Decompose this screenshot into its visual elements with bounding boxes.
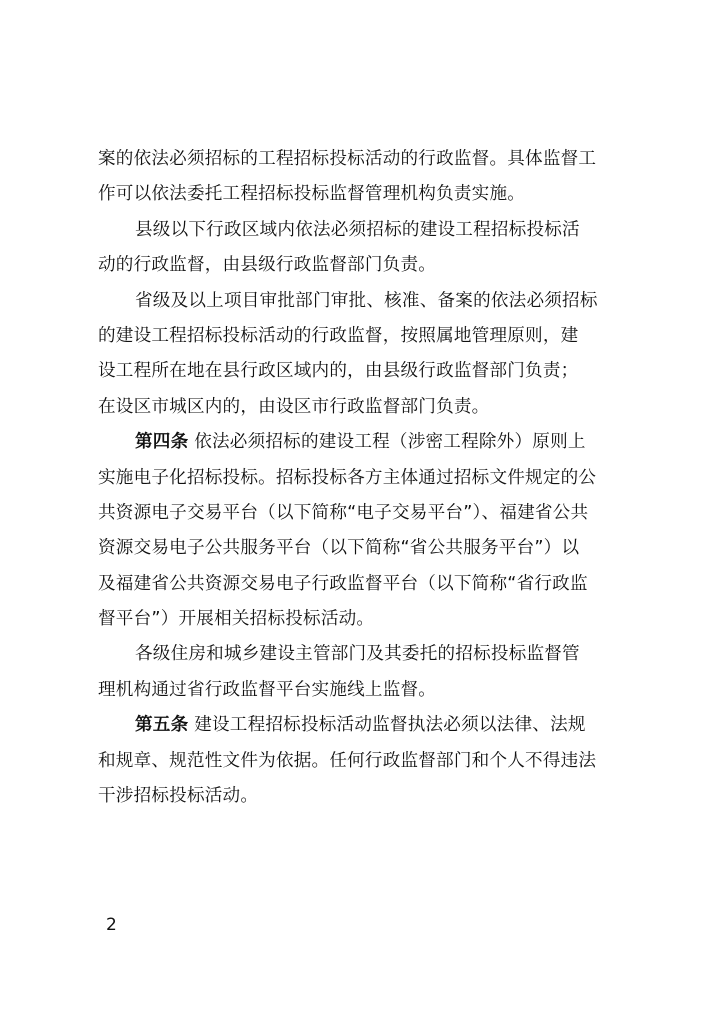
text-line: 理机构通过省行政监督平台实施线上监督。 <box>98 679 437 700</box>
text-line: 干涉招标投标活动。 <box>98 786 259 807</box>
text-line: 共资源电子交易平台（以下简称“电子交易平台”）、福建省公共 <box>98 502 589 523</box>
text-line: 省级及以上项目审批部门审批、核准、备案的依法必须招标 <box>135 290 598 311</box>
text-line: 督平台”）开展相关招标投标活动。 <box>98 609 375 630</box>
text-line: 设工程所在地在县行政区域内的，由县级行政监督部门负责； <box>98 361 579 382</box>
text-line: 案的依法必须招标的工程招标投标活动的行政监督。具体监督工 <box>98 149 597 169</box>
article-4-line <box>98 425 638 460</box>
article-5-label: 第五条 <box>135 715 189 736</box>
text-line: 依法必须招标的建设工程（涉密工程除外）原则上 <box>194 432 586 453</box>
document-body <box>98 142 638 814</box>
page-number: 2 <box>106 915 117 935</box>
text-line: 实施电子化招标投标。招标投标各方主体通过招标文件规定的公 <box>98 467 597 488</box>
text-line: 县级以下行政区域内依法必须招标的建设工程招标投标活 <box>135 219 580 240</box>
text-line: 和规章、规范性文件为依据。任何行政监督部门和个人不得违法 <box>98 750 597 771</box>
text-line: 各级住房和城乡建设主管部门及其委托的招标投标监督管 <box>135 644 580 665</box>
text-line: 作可以依法委托工程招标投标监督管理机构负责实施。 <box>98 184 526 205</box>
article-4-label: 第四条 <box>135 432 189 453</box>
text-line: 动的行政监督，由县级行政监督部门负责。 <box>98 255 437 276</box>
text-line: 资源交易电子公共服务平台（以下简称“省公共服务平台”）以 <box>98 538 580 559</box>
article-5-line <box>98 708 638 743</box>
text-line: 在设区市城区内的，由设区市行政监督部门负责。 <box>98 396 490 417</box>
text-line: 及福建省公共资源交易电子行政监督平台（以下简称“省行政监 <box>98 573 588 594</box>
text-line: 建设工程招标投标活动监督执法必须以法律、法规 <box>194 715 586 736</box>
text-line: 的建设工程招标投标活动的行政监督，按照属地管理原则，建 <box>98 325 579 346</box>
